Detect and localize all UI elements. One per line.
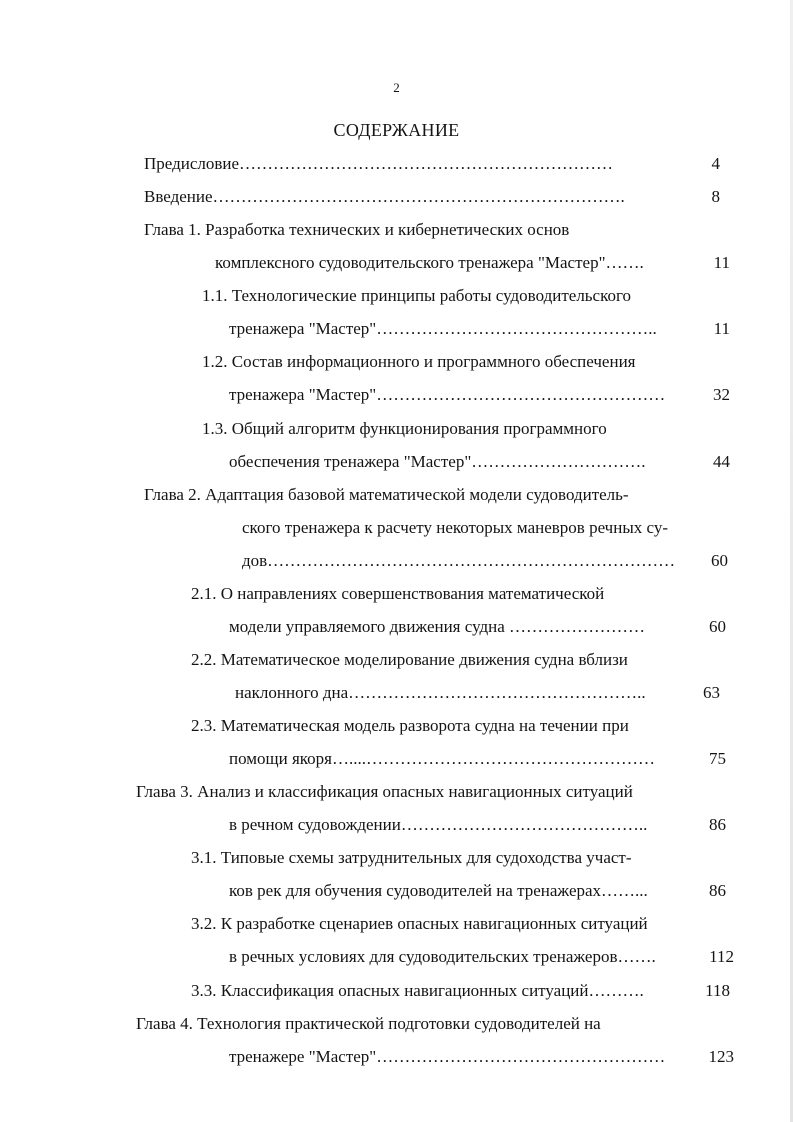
toc-page-section-3-1: 86	[709, 881, 726, 900]
toc-entry-section-2-3: 2.3. Математическая модель разворота судна на течении при	[191, 716, 629, 735]
toc-page-section-1-3: 44	[713, 452, 730, 471]
toc-page-chapter-4: 123	[708, 1047, 734, 1066]
toc-entry-section-1-1-cont: тренажера "Мастер"…………………………………………..	[229, 319, 657, 338]
toc-page-preface: 4	[711, 154, 720, 173]
toc-entry-chapter-2: Глава 2. Адаптация базовой математической модели судоводитель-	[144, 485, 629, 504]
toc-entry-chapter-3: Глава 3. Анализ и классификация опасных навигационных ситуаций	[136, 782, 633, 801]
toc-page-section-3-3: 118	[705, 981, 730, 1000]
toc-page-introduction: 8	[711, 187, 720, 206]
toc-entry-section-3-2-cont: в речных условиях для судоводительских тренажеров…….	[229, 947, 656, 966]
toc-page-section-1-1: 11	[713, 319, 730, 338]
toc-entry-chapter-2-cont: ского тренажера к расчету некоторых маневров речных су-	[242, 518, 668, 537]
toc-entry-chapter-4: Глава 4. Технология практической подготовки судоводителей на	[136, 1014, 601, 1033]
toc-entry-chapter-2-cont-2: дов………………………………………………………………	[242, 551, 676, 570]
toc-entry-introduction: Введение……………………………………………………………….	[144, 187, 625, 206]
toc-entry-section-3-3: 3.3. Классификация опасных навигационных ситуаций……….	[191, 981, 644, 1000]
toc-entry-section-1-3: 1.3. Общий алгоритм функционирования программного	[202, 419, 607, 438]
toc-title: СОДЕРЖАНИЕ	[333, 120, 460, 140]
toc-entry-preface: Предисловие…………………………………………………………	[144, 154, 614, 173]
toc-entry-section-1-1: 1.1. Технологические принципы работы судоводительского	[202, 286, 632, 305]
toc-page-chapter-1: 11	[713, 253, 730, 272]
toc-page-section-1-2: 32	[713, 385, 730, 404]
toc-entry-section-3-1: 3.1. Типовые схемы затруднительных для судоходства участ-	[191, 848, 632, 867]
toc-entry-chapter-1: Глава 1. Разработка технических и кибернетических основ	[144, 220, 570, 239]
toc-page-section-2-2: 63	[703, 683, 720, 702]
toc-page-section-3-2: 112	[709, 947, 734, 966]
toc-entry-section-2-2: 2.2. Математическое моделирование движения судна вблизи	[191, 650, 628, 669]
toc-entry-section-1-2-cont: тренажера "Мастер"……………………………………………	[229, 385, 666, 404]
toc-entry-section-2-1-cont: модели управляемого движения судна ……………………	[229, 617, 646, 636]
toc-entry-chapter-3-cont: в речном судовождении……………………………………..	[229, 815, 648, 834]
toc-entry-chapter-1-cont: комплексного судоводительского тренажера "Мастер"…….	[215, 253, 644, 272]
toc-entry-section-2-1: 2.1. О направлениях совершенствования математической	[191, 584, 605, 603]
toc-entry-chapter-4-cont: тренажере "Мастер"……………………………………………	[229, 1047, 666, 1066]
toc-entry-section-2-3-cont: помощи якоря…....……………………………………………	[229, 749, 656, 768]
toc-page-section-2-3: 75	[709, 749, 726, 768]
page-number: 2	[393, 80, 400, 95]
toc-page-chapter-3: 86	[709, 815, 726, 834]
toc-entry-section-3-1-cont: ков рек для обучения судоводителей на тренажерах……...	[229, 881, 648, 900]
toc-entry-section-1-3-cont: обеспечения тренажера "Мастер"………………………….	[229, 452, 646, 471]
toc-page-section-2-1: 60	[709, 617, 726, 636]
toc-page-chapter-2: 60	[711, 551, 728, 570]
toc-entry-section-2-2-cont: наклонного дна……………………………………………..	[235, 683, 646, 702]
toc-entry-section-3-2: 3.2. К разработке сценариев опасных навигационных ситуаций	[191, 914, 648, 933]
toc-entry-section-1-2: 1.2. Состав информационного и программного обеспечения	[202, 352, 636, 371]
